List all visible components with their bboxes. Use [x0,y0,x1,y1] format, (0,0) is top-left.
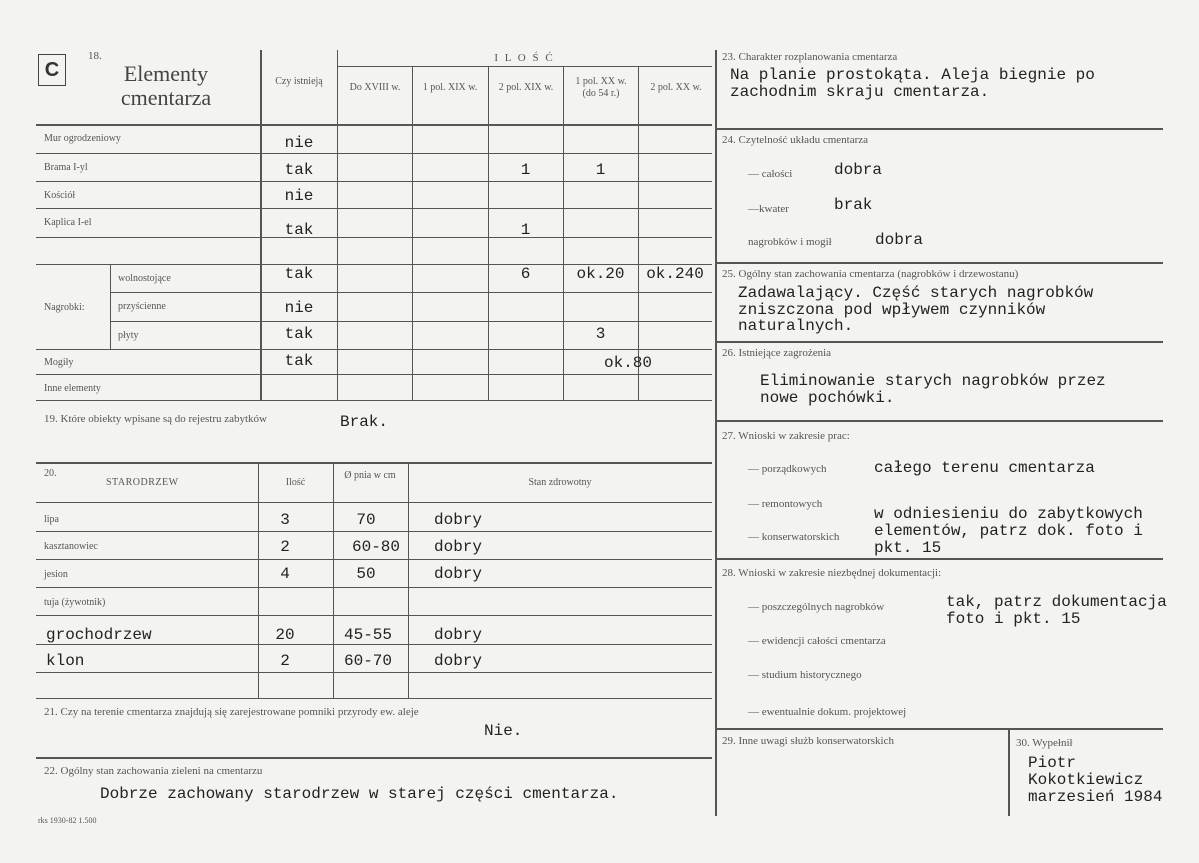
q24-whole-label: — całości [748,168,793,180]
period-header: 1 pol. XIX w. [422,82,478,93]
exists-value: tak [284,325,314,343]
q27-repair-value: w odniesieniu do zabytkowych [874,505,1143,523]
q25-line1: Zadawalający. Część starych nagrobków [738,284,1094,302]
rule [36,502,712,503]
quantity-value: ok.240 [646,265,704,283]
tree-health: dobry [434,538,483,556]
rule [563,66,564,400]
q19-answer: Brak. [340,413,389,431]
rule [36,587,712,588]
rule [110,264,111,349]
tree-name: kasztanowiec [44,541,98,552]
filled-by-name-line1: Piotr [1028,754,1077,772]
tree-count: 2 [280,652,290,670]
q27-conservation-label: — konserwatorskich [748,531,840,543]
q22-label: 22. Ogólny stan zachowania zieleni na cmentarzu [44,765,263,777]
rule [36,374,712,375]
rule [1008,728,1010,816]
q27-repair-label: — remontowych [748,498,823,510]
period-header: 2 pol. XX w. [650,82,702,93]
q27-conservation-line1: elementów, patrz dok. foto i [874,522,1143,540]
exists-value: tak [284,161,314,179]
q30-label: 30. Wypełnił [1016,737,1073,749]
trees-header-name: STARODRZEW [106,477,179,488]
q24-quarters-value: brak [834,196,873,214]
q22-answer: Dobrze zachowany starodrzew w starej części cmentarza. [100,785,619,803]
quantity-value: 1 [520,221,531,239]
exists-value: tak [284,221,314,239]
rule [36,208,712,209]
tree-name: tuja (żywotnik) [44,597,106,608]
trees-header-diameter: Ø pnia w cm [344,470,396,481]
rule [110,321,712,322]
rule [715,420,1163,422]
rule [36,181,712,182]
rule [36,237,712,238]
quantity-value: ok.80 [604,354,653,372]
q28-label: 28. Wnioski w zakresie niezbędnej dokumentacji: [722,567,942,579]
q28-tombstones-label: — poszczególnych nagrobków [748,601,885,613]
rule [110,292,712,293]
rule [36,559,712,560]
q26-line2: nowe pochówki. [760,389,895,407]
rule [337,50,338,400]
quantity-value: 1 [520,161,531,179]
exists-value: nie [284,134,314,152]
exists-column-header: Czy istnieją [275,76,323,87]
q28-tombstones-line2: foto i pkt. 15 [946,610,1081,628]
section-title-line2: cmentarza [120,85,212,110]
q27-order-value: całego terenu cmentarza [874,459,1095,477]
q28-records-label: — ewidencji całości cmentarza [748,635,886,647]
rule [36,644,712,645]
rule [36,462,712,464]
tree-health: dobry [434,511,483,529]
q24-graves-value: dobra [875,231,924,249]
period-header: 1 pol. XX w. (do 54 r.) [575,76,627,99]
q26-label: 26. Istniejące zagrożenia [722,347,832,359]
rule [715,262,1163,264]
quantity-value: ok.20 [576,265,625,283]
trees-header-count: Ilość [285,477,306,488]
filled-by-name-line2: Kokotkiewicz [1028,771,1144,789]
tombstones-label: Nagrobki: [44,302,85,313]
rule [36,349,712,350]
filled-by-date: marzesień 1984 [1028,788,1163,806]
trees-header-health: Stan zdrowotny [528,477,592,488]
section-title-line1: Elementy [123,61,209,86]
tree-count: 4 [280,565,290,583]
q23-answer-line2: zachodnim skraju cmentarza. [730,83,990,101]
q28-tombstones-line1: tak, patrz dokumentacja [946,593,1167,611]
rule [36,698,712,699]
rule [36,400,712,401]
form-code: rks 1930-82 1.500 [38,816,97,825]
row-label: płyty [118,330,139,341]
q19-label: 19. Które obiekty wpisane są do rejestru zabytków [44,413,267,425]
q25-line3: naturalnych. [738,317,854,335]
exists-value: nie [284,187,314,205]
q27-label: 27. Wnioski w zakresie prac: [722,430,850,442]
tree-count: 3 [280,511,290,529]
section-number: 20. [44,468,57,479]
q21-answer: Nie. [484,722,523,740]
period-header: Do XVIII w. [349,82,401,93]
rule [36,615,712,616]
period-header: 2 pol. XIX w. [498,82,554,93]
tree-count: 2 [280,538,290,556]
rule [715,128,1163,130]
q23-answer-line1: Na planie prostokąta. Aleja biegnie po [730,66,1095,84]
q23-label: 23. Charakter rozplanowania cmentarza [722,51,898,63]
tree-health: dobry [434,626,483,644]
quantity-value: 1 [595,161,606,179]
q24-label: 24. Czytelność układu cmentarza [722,134,869,146]
row-label: Inne elementy [44,383,101,394]
rule [36,531,712,532]
q26-line1: Eliminowanie starych nagrobków przez [760,372,1106,390]
tree-health: dobry [434,652,483,670]
q25-line2: zniszczona pod wpływem czynników [738,301,1046,319]
tree-diameter: 60-70 [343,652,392,670]
quantity-value: 6 [520,265,531,283]
q24-graves-label: nagrobków i mogił [748,236,832,248]
card-letter: C [38,54,66,86]
row-label: Mogiły [44,357,74,368]
row-label: Mur ogrodzeniowy [44,133,121,144]
tree-diameter: 45-55 [343,626,392,644]
tree-name: jesion [44,569,68,580]
q28-study-label: — studium historycznego [748,669,862,681]
exists-value: tak [284,352,314,370]
tree-name: klon [46,652,85,670]
tree-name: grochodrzew [46,626,152,644]
q24-quarters-label: —kwater [748,203,789,215]
tree-diameter: 70 [356,511,376,529]
rule [337,66,712,67]
tree-diameter: 60-80 [351,538,400,556]
q25-label: 25. Ogólny stan zachowania cmentarza (nagrobków i drzewostanu) [722,268,1019,280]
section-number: 18. [88,50,102,62]
rule [36,672,712,673]
exists-value: tak [284,265,314,283]
tree-count: 20 [275,626,295,644]
rule [638,66,639,400]
tree-name: lipa [44,514,59,525]
section-title [100,62,232,110]
tree-diameter: 50 [356,565,376,583]
exists-value: nie [284,299,314,317]
q27-conservation-line2: pkt. 15 [874,539,942,557]
quantity-value: 3 [595,325,606,343]
rule [715,341,1163,343]
row-label: Kościół [44,190,76,201]
rule [715,728,1163,730]
rule [36,757,712,759]
q28-project-label: — ewentualnie dokum. projektowej [748,706,907,718]
quantity-header: I L O Ś Ć [494,52,555,64]
rule [333,462,334,698]
rule [412,66,413,400]
row-label: Brama I-yl [44,162,88,173]
rule [36,153,712,154]
q27-order-label: — porządkowych [748,463,827,475]
rule [715,50,717,816]
tree-health: dobry [434,565,483,583]
q29-label: 29. Inne uwagi służb konserwatorskich [722,735,894,747]
row-label: przyścienne [118,301,166,312]
row-label: Kaplica I-el [44,217,92,228]
q24-whole-value: dobra [834,161,883,179]
rule [715,558,1163,560]
rule [36,124,712,126]
q21-label: 21. Czy na terenie cmentarza znajdują się zarejestrowane pomniki przyrody ew. aleje [44,706,419,718]
row-label: wolnostojące [118,273,171,284]
rule [408,462,409,698]
